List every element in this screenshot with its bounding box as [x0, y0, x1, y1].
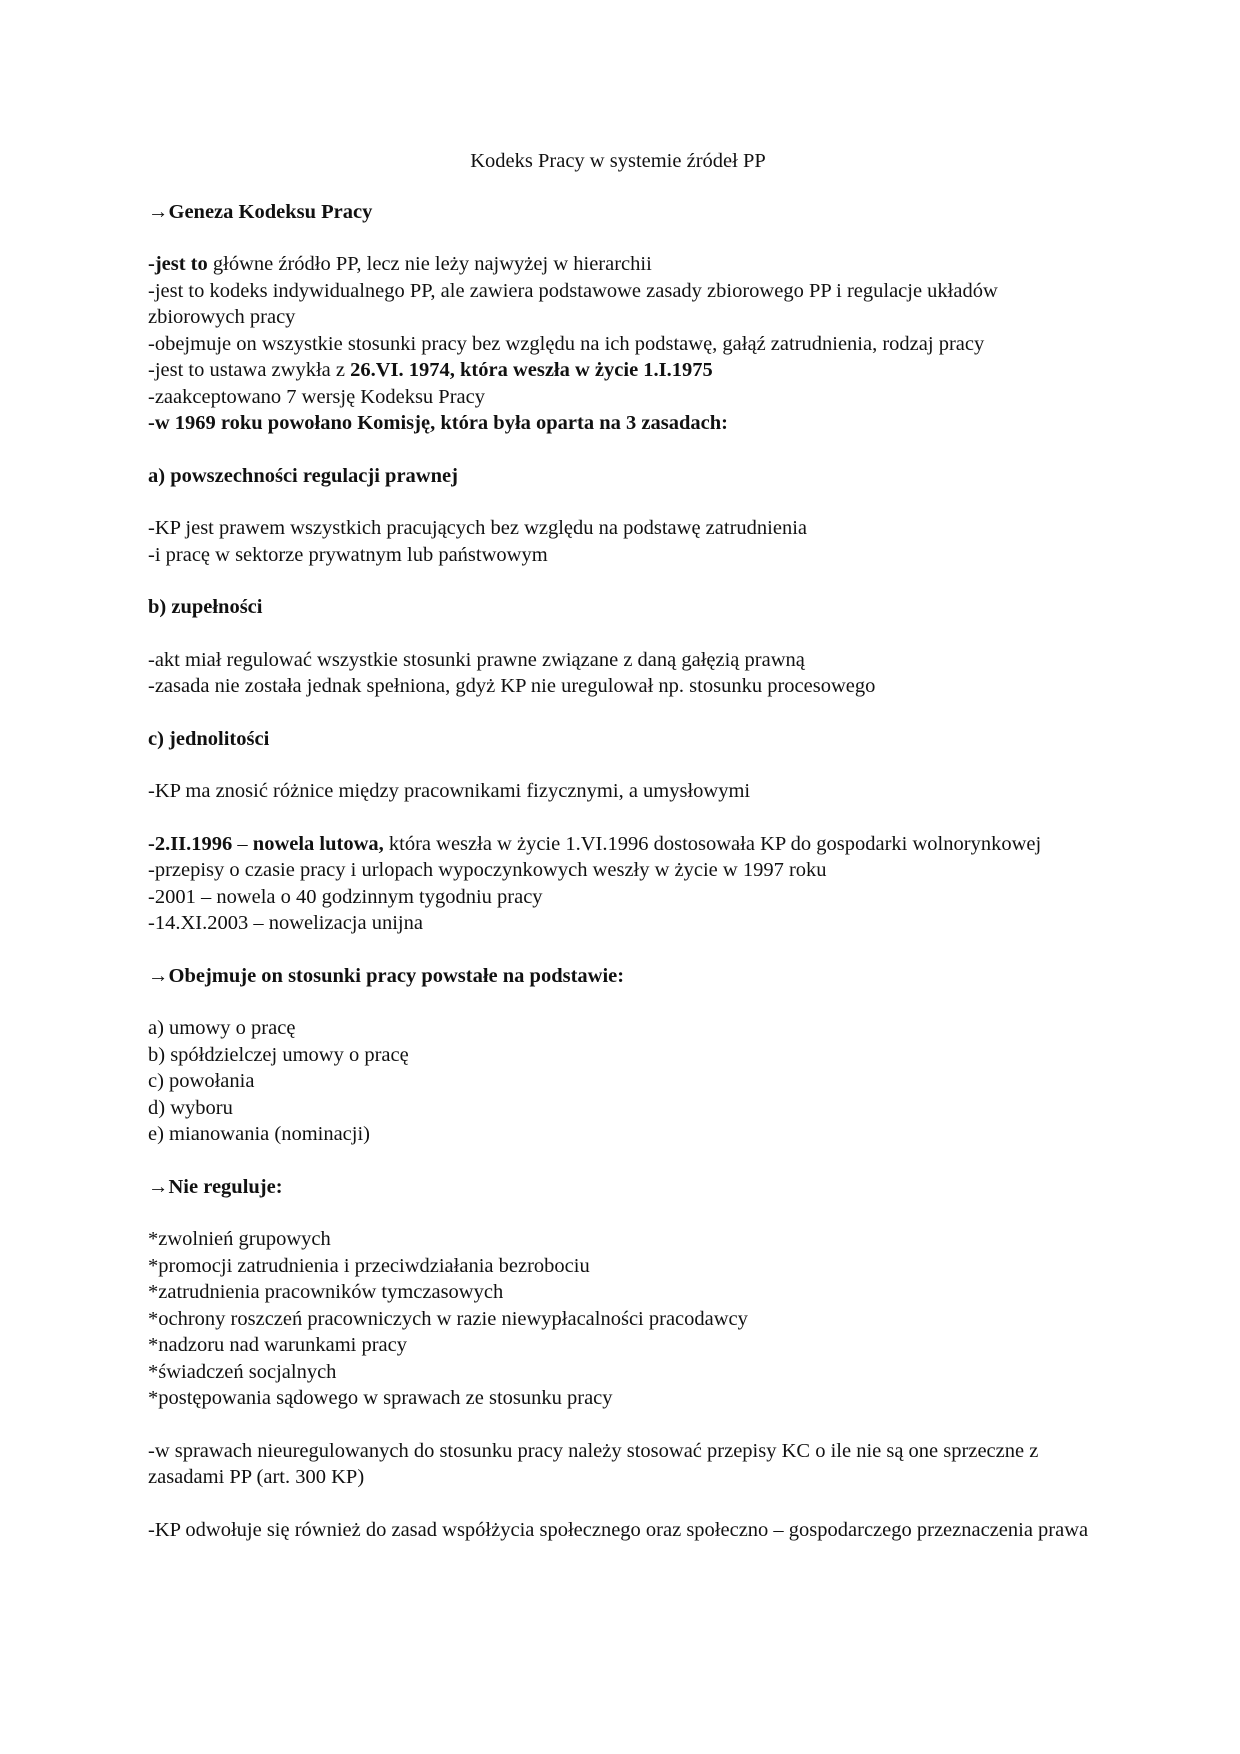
text-span: -jest to ustawa zwykła z — [148, 359, 351, 381]
list-item: *ochrony roszczeń pracowniczych w razie niewypłacalności pracodawcy — [148, 1307, 748, 1330]
list-item: b) spółdzielczej umowy o pracę — [148, 1043, 409, 1066]
text-line: -jest to kodeks indywidualnego PP, ale zawiera podstawowe zasady zbiorowego PP i regulacje układów zbiorowych pracy — [148, 279, 998, 328]
covers-list — [148, 1015, 1098, 1148]
text-line: -zasada nie została jednak spełniona, gdyż KP nie uregulował np. stosunku procesowego — [148, 675, 876, 697]
arrow-right-icon: → — [148, 200, 169, 223]
text-span: główne źródło PP, lecz nie leży najwyżej w hierarchii — [207, 253, 652, 275]
text-span: która weszła w życie 1.VI.1996 dostosowała KP do gospodarki wolnorynkowej — [383, 832, 1042, 855]
principle-b-paragraph — [148, 647, 1098, 700]
arrow-right-icon: → — [148, 1175, 169, 1198]
principle-c-heading: c) jednolitości — [148, 727, 270, 750]
text-line — [148, 357, 1098, 384]
list-item: c) powołania — [148, 1070, 255, 1092]
text-line: -2001 – nowela o 40 godzinnym tygodniu pracy — [148, 885, 543, 908]
text-line: -akt miał regulować wszystkie stosunki prawne związane z daną gałęzią prawną — [148, 648, 805, 671]
section-covers-heading — [148, 963, 1098, 990]
principle-c-paragraph — [148, 778, 1098, 805]
text-line: -KP jest prawem wszystkich pracujących bez względu na podstawę zatrudnienia — [148, 517, 807, 539]
heading-text: Obejmuje on stosunki pracy powstałe na podstawie: — [168, 964, 625, 987]
heading-text: Geneza Kodeksu Pracy — [168, 200, 373, 223]
text-line — [148, 831, 1098, 858]
document-page — [148, 148, 1098, 1569]
amendments-paragraph — [148, 831, 1098, 937]
bold-text: 26.VI. 1974, która weszła w życie 1.I.1975 — [350, 359, 713, 381]
list-item: *zatrudnienia pracowników tymczasowych — [148, 1281, 504, 1303]
text-line — [148, 251, 1098, 278]
bold-text: -2.II.1996 — [148, 832, 233, 855]
text-span: – — [232, 832, 253, 855]
text-line: -obejmuje on wszystkie stosunki pracy bez względu na ich podstawę, gałąź zatrudnienia, rodzaj pracy — [148, 332, 985, 355]
bold-text: -jest to — [148, 253, 208, 275]
principle-b-heading: b) zupełności — [148, 596, 263, 618]
list-item: *świadczeń socjalnych — [148, 1360, 337, 1383]
arrow-right-icon: → — [148, 964, 169, 987]
list-item: a) umowy o pracę — [148, 1017, 296, 1039]
text-line: -i pracę w sektorze prywatnym lub państwowym — [148, 543, 548, 566]
list-item: *nadzoru nad warunkami pracy — [148, 1334, 407, 1356]
list-item: e) mianowania (nominacji) — [148, 1123, 370, 1145]
text-line: -14.XI.2003 – nowelizacja unijna — [148, 912, 423, 934]
text-line: -KP ma znosić różnice między pracownikami fizycznymi, a umysłowymi — [148, 780, 751, 802]
closing-paragraph-1: -w sprawach nieuregulowanych do stosunku pracy należy stosować przepisy KC o ile nie są one sprzeczne z zasadami PP (art. 300 KP) — [148, 1439, 1039, 1488]
not-regulated-list — [148, 1226, 1098, 1412]
heading-text: Nie reguluje: — [168, 1175, 283, 1198]
list-item: *promocji zatrudnienia i przeciwdziałania bezrobociu — [148, 1254, 590, 1277]
bold-text: nowela lutowa, — [252, 832, 384, 855]
closing-paragraph-2: -KP odwołuje się również do zasad współżycia społecznego oraz społeczno – gospodarczego przeznaczenia prawa — [148, 1518, 1089, 1541]
principle-a-heading: a) powszechności regulacji prawnej — [148, 464, 458, 487]
text-line: -przepisy o czasie pracy i urlopach wypoczynkowych weszły w życie w 1997 roku — [148, 859, 827, 881]
list-item: d) wyboru — [148, 1096, 233, 1119]
text-line: -zaakceptowano 7 wersję Kodeksu Pracy — [148, 385, 485, 408]
genesis-paragraph — [148, 251, 1098, 437]
principle-a-paragraph — [148, 515, 1098, 568]
list-item: *postępowania sądowego w sprawach ze stosunku pracy — [148, 1387, 613, 1409]
list-item: *zwolnień grupowych — [148, 1228, 331, 1250]
section-genesis-heading — [148, 199, 1098, 226]
text-line: -w 1969 roku powołano Komisję, która była oparta na 3 zasadach: — [148, 412, 728, 434]
section-not-regulated-heading — [148, 1174, 1098, 1201]
document-title: Kodeks Pracy w systemie źródeł PP — [470, 150, 766, 172]
